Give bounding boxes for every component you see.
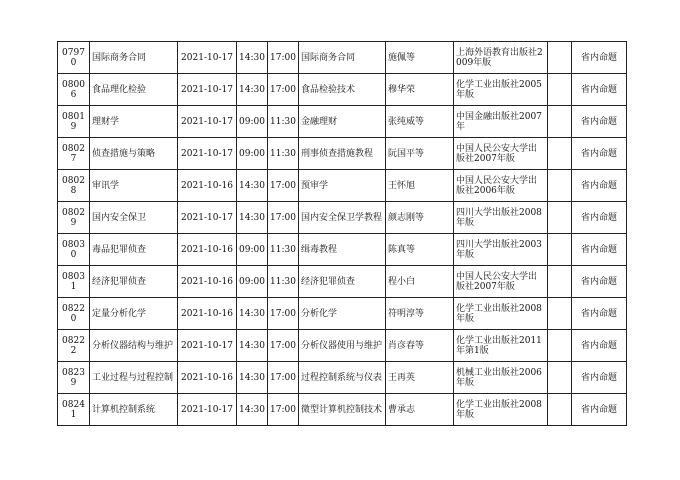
- remark-cell: [548, 394, 572, 426]
- publisher-cell: 四川大学出版社2008年版: [454, 202, 548, 234]
- publisher-cell: 机械工业出版社2006年版: [454, 362, 548, 394]
- remark-cell: [548, 170, 572, 202]
- remark-cell: [548, 138, 572, 170]
- course-code-cell: 08027: [58, 138, 90, 170]
- course-code-cell: 07970: [58, 42, 90, 74]
- remark-cell: [548, 74, 572, 106]
- author-cell: 颜志刚等: [386, 202, 454, 234]
- exam-date-cell: 2021-10-16: [178, 298, 237, 330]
- publisher-cell: 中国人民公安大学出版社2007年版: [454, 138, 548, 170]
- author-cell: 穆华荣: [386, 74, 454, 106]
- course-code-cell: 08031: [58, 266, 90, 298]
- course-code-cell: 08030: [58, 234, 90, 266]
- author-cell: 王怀旭: [386, 170, 454, 202]
- publisher-cell: 中国人民公安大学出版社2006年版: [454, 170, 548, 202]
- end-time-cell: 11:30: [268, 106, 299, 138]
- author-cell: 阮国平等: [386, 138, 454, 170]
- remark-cell: [548, 362, 572, 394]
- table-body: [58, 42, 627, 426]
- course-name-cell: 经济犯罪侦查: [90, 266, 178, 298]
- end-time-cell: 17:00: [268, 298, 299, 330]
- course-name-cell: 国内安全保卫: [90, 202, 178, 234]
- author-cell: 曹承志: [386, 394, 454, 426]
- start-time-cell: 09:00: [237, 138, 268, 170]
- course-name-cell: 毒品犯罪侦查: [90, 234, 178, 266]
- start-time-cell: 09:00: [237, 234, 268, 266]
- course-name-cell: 侦查措施与策略: [90, 138, 178, 170]
- exam-type-cell: 省内命题: [572, 138, 627, 170]
- course-name-cell: 分析仪器结构与维护: [90, 330, 178, 362]
- textbook-cell: 预审学: [299, 170, 386, 202]
- remark-cell: [548, 266, 572, 298]
- exam-type-cell: 省内命题: [572, 42, 627, 74]
- start-time-cell: 14:30: [237, 202, 268, 234]
- exam-date-cell: 2021-10-17: [178, 330, 237, 362]
- author-cell: 程小白: [386, 266, 454, 298]
- end-time-cell: 11:30: [268, 138, 299, 170]
- course-name-cell: 国际商务合同: [90, 42, 178, 74]
- publisher-cell: 上海外语教育出版社2009年版: [454, 42, 548, 74]
- table-row: [58, 138, 627, 170]
- exam-date-cell: 2021-10-16: [178, 234, 237, 266]
- course-name-cell: 理财学: [90, 106, 178, 138]
- table-row: [58, 106, 627, 138]
- exam-type-cell: 省内命题: [572, 202, 627, 234]
- publisher-cell: 化学工业出版社2008年版: [454, 298, 548, 330]
- end-time-cell: 17:00: [268, 394, 299, 426]
- table-row: [58, 266, 627, 298]
- start-time-cell: 14:30: [237, 74, 268, 106]
- textbook-cell: 分析化学: [299, 298, 386, 330]
- exam-date-cell: 2021-10-16: [178, 362, 237, 394]
- author-cell: 陈真等: [386, 234, 454, 266]
- table-row: [58, 234, 627, 266]
- table-row: [58, 170, 627, 202]
- publisher-cell: 化学工业出版社2011年第1版: [454, 330, 548, 362]
- remark-cell: [548, 298, 572, 330]
- start-time-cell: 09:00: [237, 266, 268, 298]
- table-row: [58, 42, 627, 74]
- end-time-cell: 17:00: [268, 74, 299, 106]
- exam-type-cell: 省内命题: [572, 74, 627, 106]
- table-row: [58, 394, 627, 426]
- course-name-cell: 工业过程与过程控制: [90, 362, 178, 394]
- course-code-cell: 08006: [58, 74, 90, 106]
- table-row: [58, 202, 627, 234]
- textbook-cell: 刑事侦查措施教程: [299, 138, 386, 170]
- publisher-cell: 化学工业出版社2008年版: [454, 394, 548, 426]
- exam-type-cell: 省内命题: [572, 394, 627, 426]
- exam-type-cell: 省内命题: [572, 266, 627, 298]
- author-cell: 符明淳等: [386, 298, 454, 330]
- course-code-cell: 08029: [58, 202, 90, 234]
- author-cell: 张纯威等: [386, 106, 454, 138]
- table-row: [58, 362, 627, 394]
- exam-date-cell: 2021-10-17: [178, 394, 237, 426]
- exam-type-cell: 省内命题: [572, 170, 627, 202]
- author-cell: 施佩等: [386, 42, 454, 74]
- publisher-cell: 中国人民公安大学出版社2007年版: [454, 266, 548, 298]
- exam-type-cell: 省内命题: [572, 362, 627, 394]
- course-name-cell: 食品理化检验: [90, 74, 178, 106]
- course-code-cell: 08222: [58, 330, 90, 362]
- publisher-cell: 中国金融出版社2007年: [454, 106, 548, 138]
- start-time-cell: 14:30: [237, 170, 268, 202]
- course-name-cell: 审讯学: [90, 170, 178, 202]
- course-name-cell: 计算机控制系统: [90, 394, 178, 426]
- author-cell: 王再英: [386, 362, 454, 394]
- course-code-cell: 08239: [58, 362, 90, 394]
- exam-type-cell: 省内命题: [572, 106, 627, 138]
- course-code-cell: 08019: [58, 106, 90, 138]
- exam-date-cell: 2021-10-17: [178, 106, 237, 138]
- publisher-cell: 化学工业出版社2005年版: [454, 74, 548, 106]
- textbook-cell: 分析仪器使用与维护: [299, 330, 386, 362]
- exam-type-cell: 省内命题: [572, 234, 627, 266]
- exam-date-cell: 2021-10-17: [178, 202, 237, 234]
- exam-date-cell: 2021-10-16: [178, 266, 237, 298]
- remark-cell: [548, 202, 572, 234]
- textbook-cell: 经济犯罪侦查: [299, 266, 386, 298]
- end-time-cell: 17:00: [268, 330, 299, 362]
- end-time-cell: 17:00: [268, 202, 299, 234]
- textbook-cell: 金融理财: [299, 106, 386, 138]
- textbook-cell: 国际商务合同: [299, 42, 386, 74]
- end-time-cell: 17:00: [268, 170, 299, 202]
- exam-date-cell: 2021-10-17: [178, 138, 237, 170]
- remark-cell: [548, 330, 572, 362]
- remark-cell: [548, 42, 572, 74]
- course-code-cell: 08241: [58, 394, 90, 426]
- start-time-cell: 14:30: [237, 298, 268, 330]
- exam-date-cell: 2021-10-17: [178, 74, 237, 106]
- textbook-cell: 国内安全保卫学教程: [299, 202, 386, 234]
- course-code-cell: 08028: [58, 170, 90, 202]
- start-time-cell: 14:30: [237, 394, 268, 426]
- textbook-cell: 过程控制系统与仪表: [299, 362, 386, 394]
- end-time-cell: 11:30: [268, 266, 299, 298]
- start-time-cell: 09:00: [237, 106, 268, 138]
- exam-date-cell: 2021-10-17: [178, 42, 237, 74]
- table-row: [58, 298, 627, 330]
- course-code-cell: 08220: [58, 298, 90, 330]
- textbook-cell: 微型计算机控制技术: [299, 394, 386, 426]
- table-row: [58, 330, 627, 362]
- exam-type-cell: 省内命题: [572, 330, 627, 362]
- author-cell: 肖彦春等: [386, 330, 454, 362]
- textbook-cell: 食品检验技术: [299, 74, 386, 106]
- end-time-cell: 17:00: [268, 362, 299, 394]
- start-time-cell: 14:30: [237, 42, 268, 74]
- exam-type-cell: 省内命题: [572, 298, 627, 330]
- start-time-cell: 14:30: [237, 362, 268, 394]
- remark-cell: [548, 106, 572, 138]
- course-name-cell: 定量分析化学: [90, 298, 178, 330]
- start-time-cell: 14:30: [237, 330, 268, 362]
- end-time-cell: 17:00: [268, 42, 299, 74]
- exam-schedule-table: [57, 41, 627, 426]
- table-row: [58, 74, 627, 106]
- end-time-cell: 11:30: [268, 234, 299, 266]
- exam-date-cell: 2021-10-16: [178, 170, 237, 202]
- remark-cell: [548, 234, 572, 266]
- textbook-cell: 缉毒教程: [299, 234, 386, 266]
- publisher-cell: 四川大学出版社2003年版: [454, 234, 548, 266]
